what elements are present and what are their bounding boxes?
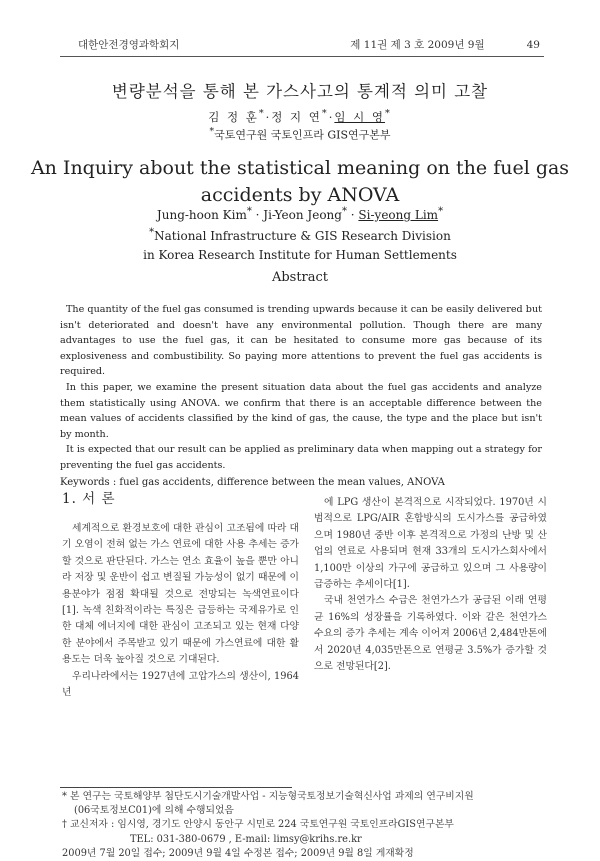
abstract-paragraph-2: In this paper, we examine the present situation data about the fuel gas accidents and analyze them statistically using ANOVA. we confirm that there is an acceptable difference between the mean values of accidents classified by the kind of gas, the cause, the type and the place but isn't by month.: [60, 381, 542, 440]
keywords: Keywords : fuel gas accidents, difference between the mean values, ANOVA: [60, 476, 445, 488]
abstract-body: [60, 302, 542, 490]
corresponding-author: † 교신저자 : 임시영, 경기도 안양시 동안구 시민로 224 국토연구원 국토인프라GIS연구본부: [62, 819, 454, 831]
abstract-paragraph-3: It is expected that our result can be applied as preliminary data when mapping out a strategy for preventing the fuel gas accidents.: [60, 444, 542, 471]
intro-paragraph-2: 우리나라에서는 1927년에 고압가스의 생산이, 1964년: [62, 670, 299, 699]
intro-paragraph-4: 국내 천연가스 수급은 천연가스가 공급된 이래 연평균 16%의 성장률을 기록하였다. 이와 같은 천연가스 수요의 증가 추세는 계속 이어져 2006년 2,484만톤에서 2020년 4,035만톤으로 연평균 3.5%가 증가할 것으로 전망된다[2].: [314, 595, 547, 673]
right-column: [314, 495, 547, 675]
running-header: [78, 37, 540, 52]
korean-author-3: 임 시 영: [334, 109, 386, 124]
english-affiliation: *National Infrastructure & GIS Research Division in Korea Research Institute for Human Settlements: [143, 227, 457, 262]
abstract-heading: Abstract: [271, 270, 329, 285]
submission-dates: 2009년 7월 20일 접수; 2009년 9월 4일 수정본 접수; 2009년 9월 8일 게재확정: [62, 847, 414, 859]
intro-paragraph-1: 세계적으로 환경보호에 대한 관심이 고조됨에 따라 대기 오염이 전혀 없는 가스 연료에 대한 사용 추세는 증가할 것으로 판단된다. 가스는 연소 효율이 높을 뿐만 아니라 저장 및 운반이 쉽고 변질될 가능성이 없기 때문에 이용분야가 점점 확대될 것으로 전망되는 녹색연료이다[1]. 녹색 친화적이라는 특징은 급등하는 국제유가로 인한 대체 에너지에 대한 관심이 고조되고 있는 현재 다양한 분야에서 주목받고 있기 때문에 가스연료에 대한 활용도는 더욱 높아질 것으로 기대된다.: [62, 523, 299, 666]
page-number: 49: [526, 38, 540, 51]
funding-note: * 본 연구는 국토해양부 첨단도시기술개발사업 - 지능형국토정보기술혁신사업 과제의 연구비지원: [62, 791, 474, 802]
journal-name: 대한안전경영과학회지: [78, 39, 180, 51]
abstract-paragraph-1: The quantity of the fuel gas consumed is trending upwards because it can be easily delivered but isn't deteriorated and doesn't have any environmental pollution. Though there are many advantages to use the fuel gas, it can be hesitated to consume more gas because of its explosiveness and combustibility. So paying more attentions to prevent the fuel gas accidents is required.: [60, 304, 542, 378]
english-title: An Inquiry about the statistical meaning on the fuel gas accidents by ANOVA: [30, 157, 570, 206]
korean-affiliation: *국토연구원 국토인프라 GIS연구본부: [209, 126, 391, 142]
footnote-divider: [60, 787, 292, 788]
header-divider: [60, 56, 544, 57]
issue-info: 제 11권 제 3 호 2009년 9월: [350, 39, 485, 51]
footnotes: [62, 790, 550, 861]
korean-authors: 김 정 훈*·정 지 연*·임 시 영*: [208, 108, 392, 124]
english-author-1: Jung-hoon Kim: [156, 208, 247, 222]
english-authors: Jung-hoon Kim* · Ji-Yeon Jeong* · Si-yeong Lim*: [156, 206, 444, 222]
left-column: [62, 521, 299, 701]
section-title: 1. 서 론: [62, 491, 116, 507]
english-author-3: Si-yeong Lim: [358, 208, 439, 222]
contact-info: TEL: 031-380-0679 , E-mail: limsy@krihs.re.kr: [130, 833, 362, 845]
korean-author-1: 김 정 훈: [208, 109, 259, 124]
english-author-2: Ji-Yeon Jeong: [263, 208, 342, 222]
funding-note-cont: (06국토정보C01)에 의해 수행되었음: [74, 805, 234, 817]
korean-title: 변량분석을 통해 본 가스사고의 통계적 의미 고찰: [111, 82, 489, 101]
intro-paragraph-3: 에 LPG 생산이 본격적으로 시작되었다. 1970년 시범적으로 LPG/AIR 혼합방식의 도시가스를 공급하였으며 1980년 중반 이후 본격적으로 가정의 난방 및 산업의 연료로 사용되며 현재 33개의 도시가스회사에서 1,100만 이상의 가구에 공급하고 있으며 그 사용량이 급증하는 추세이다[1].: [314, 497, 547, 591]
korean-author-2: 정 지 연: [271, 109, 322, 124]
